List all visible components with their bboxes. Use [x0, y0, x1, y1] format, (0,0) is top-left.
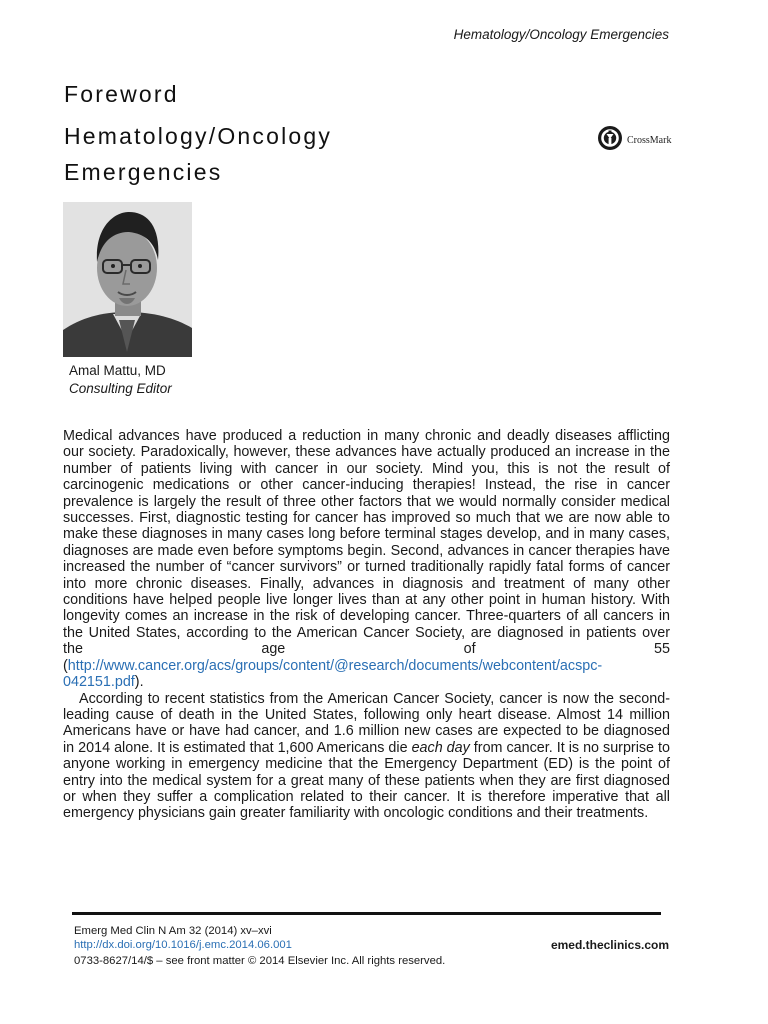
crossmark-icon: [597, 125, 623, 156]
editor-photo: [63, 202, 192, 357]
footer-copyright: 0733-8627/14/$ – see front matter © 2014 Elsevier Inc. All rights reserved.: [74, 955, 446, 967]
section-label: Foreword: [64, 81, 179, 107]
cancer-stats-link[interactable]: http://www.cancer.org/acs/groups/content/@research/documents/webcontent/acspc-042151.pdf: [63, 657, 603, 691]
article-body: [63, 428, 670, 822]
paragraph-2-emphasis: each day: [411, 739, 470, 756]
paragraph-2-text-b: from cancer. It is no surprise to anyone working in emergency medicine that the Emergency Department (ED) is the point of entry into the medical system for a great many of these patients when they are first diagnosed or when they suffer a complication related to their cancer. It is therefore imperative that all emergency physicians gain greater familiarity with oncologic conditions and their treatments.: [63, 739, 670, 822]
crossmark-label: CrossMark: [627, 135, 672, 146]
article-title: Hematology/Oncology Emergencies: [64, 123, 333, 185]
editor-role: Consulting Editor: [69, 381, 172, 396]
footer-rule: [72, 912, 661, 915]
footer-site[interactable]: emed.theclinics.com: [550, 938, 669, 952]
running-head: Hematology/Oncology Emergencies: [453, 27, 669, 42]
editor-name: Amal Mattu, MD: [69, 363, 166, 378]
footer-doi-link[interactable]: http://dx.doi.org/10.1016/j.emc.2014.06.001: [74, 939, 292, 951]
footer-citation: Emerg Med Clin N Am 32 (2014) xv–xvi: [74, 925, 272, 937]
paragraph-1: [63, 428, 670, 691]
paragraph-2-text-a: According to recent statistics from the American Cancer Society, cancer is now the second-leading cause of death in the United States, following only heart disease. Almost 14 million Americans have or have had cancer, and 1.6 million new cases are expected to be diagnosed in 2014 alone. It is estimated that 1,600 Americans die: [63, 690, 670, 756]
paragraph-1-end: ).: [134, 674, 144, 691]
paragraph-2: [63, 691, 670, 822]
crossmark-badge[interactable]: [597, 125, 671, 156]
paragraph-1-text: Medical advances have produced a reduction in many chronic and deadly diseases afflicting our society. Paradoxically, however, these advances have actually produced an increase in the number of patients living with cancer in our society. Mind you, this is not the result of carcinogenic medications or other cancer-inducing therapies! Instead, the rise in cancer prevalence is largely the result of three other factors that we would normally consider medical successes. First, diagnostic testing for cancer has improved so much that we are now able to make these diagnoses in many cases long before terminal stages develop, and in many cases, diagnoses are made even before symptoms begin. Second, advances in cancer therapies have increased the number of “cancer survivors” or turned traditionally rapidly fatal forms of cancer into more chronic diseases. Finally, advances in diagnosis and treatment of many other conditions have helped people live longer lives than at any other point in human history. With longevity comes an increase in the risk of developing cancer. Three-quarters of all cancers in the United States, according to the American Cancer Society, are diagnosed in patients over the age of 55 (: [63, 428, 670, 674]
